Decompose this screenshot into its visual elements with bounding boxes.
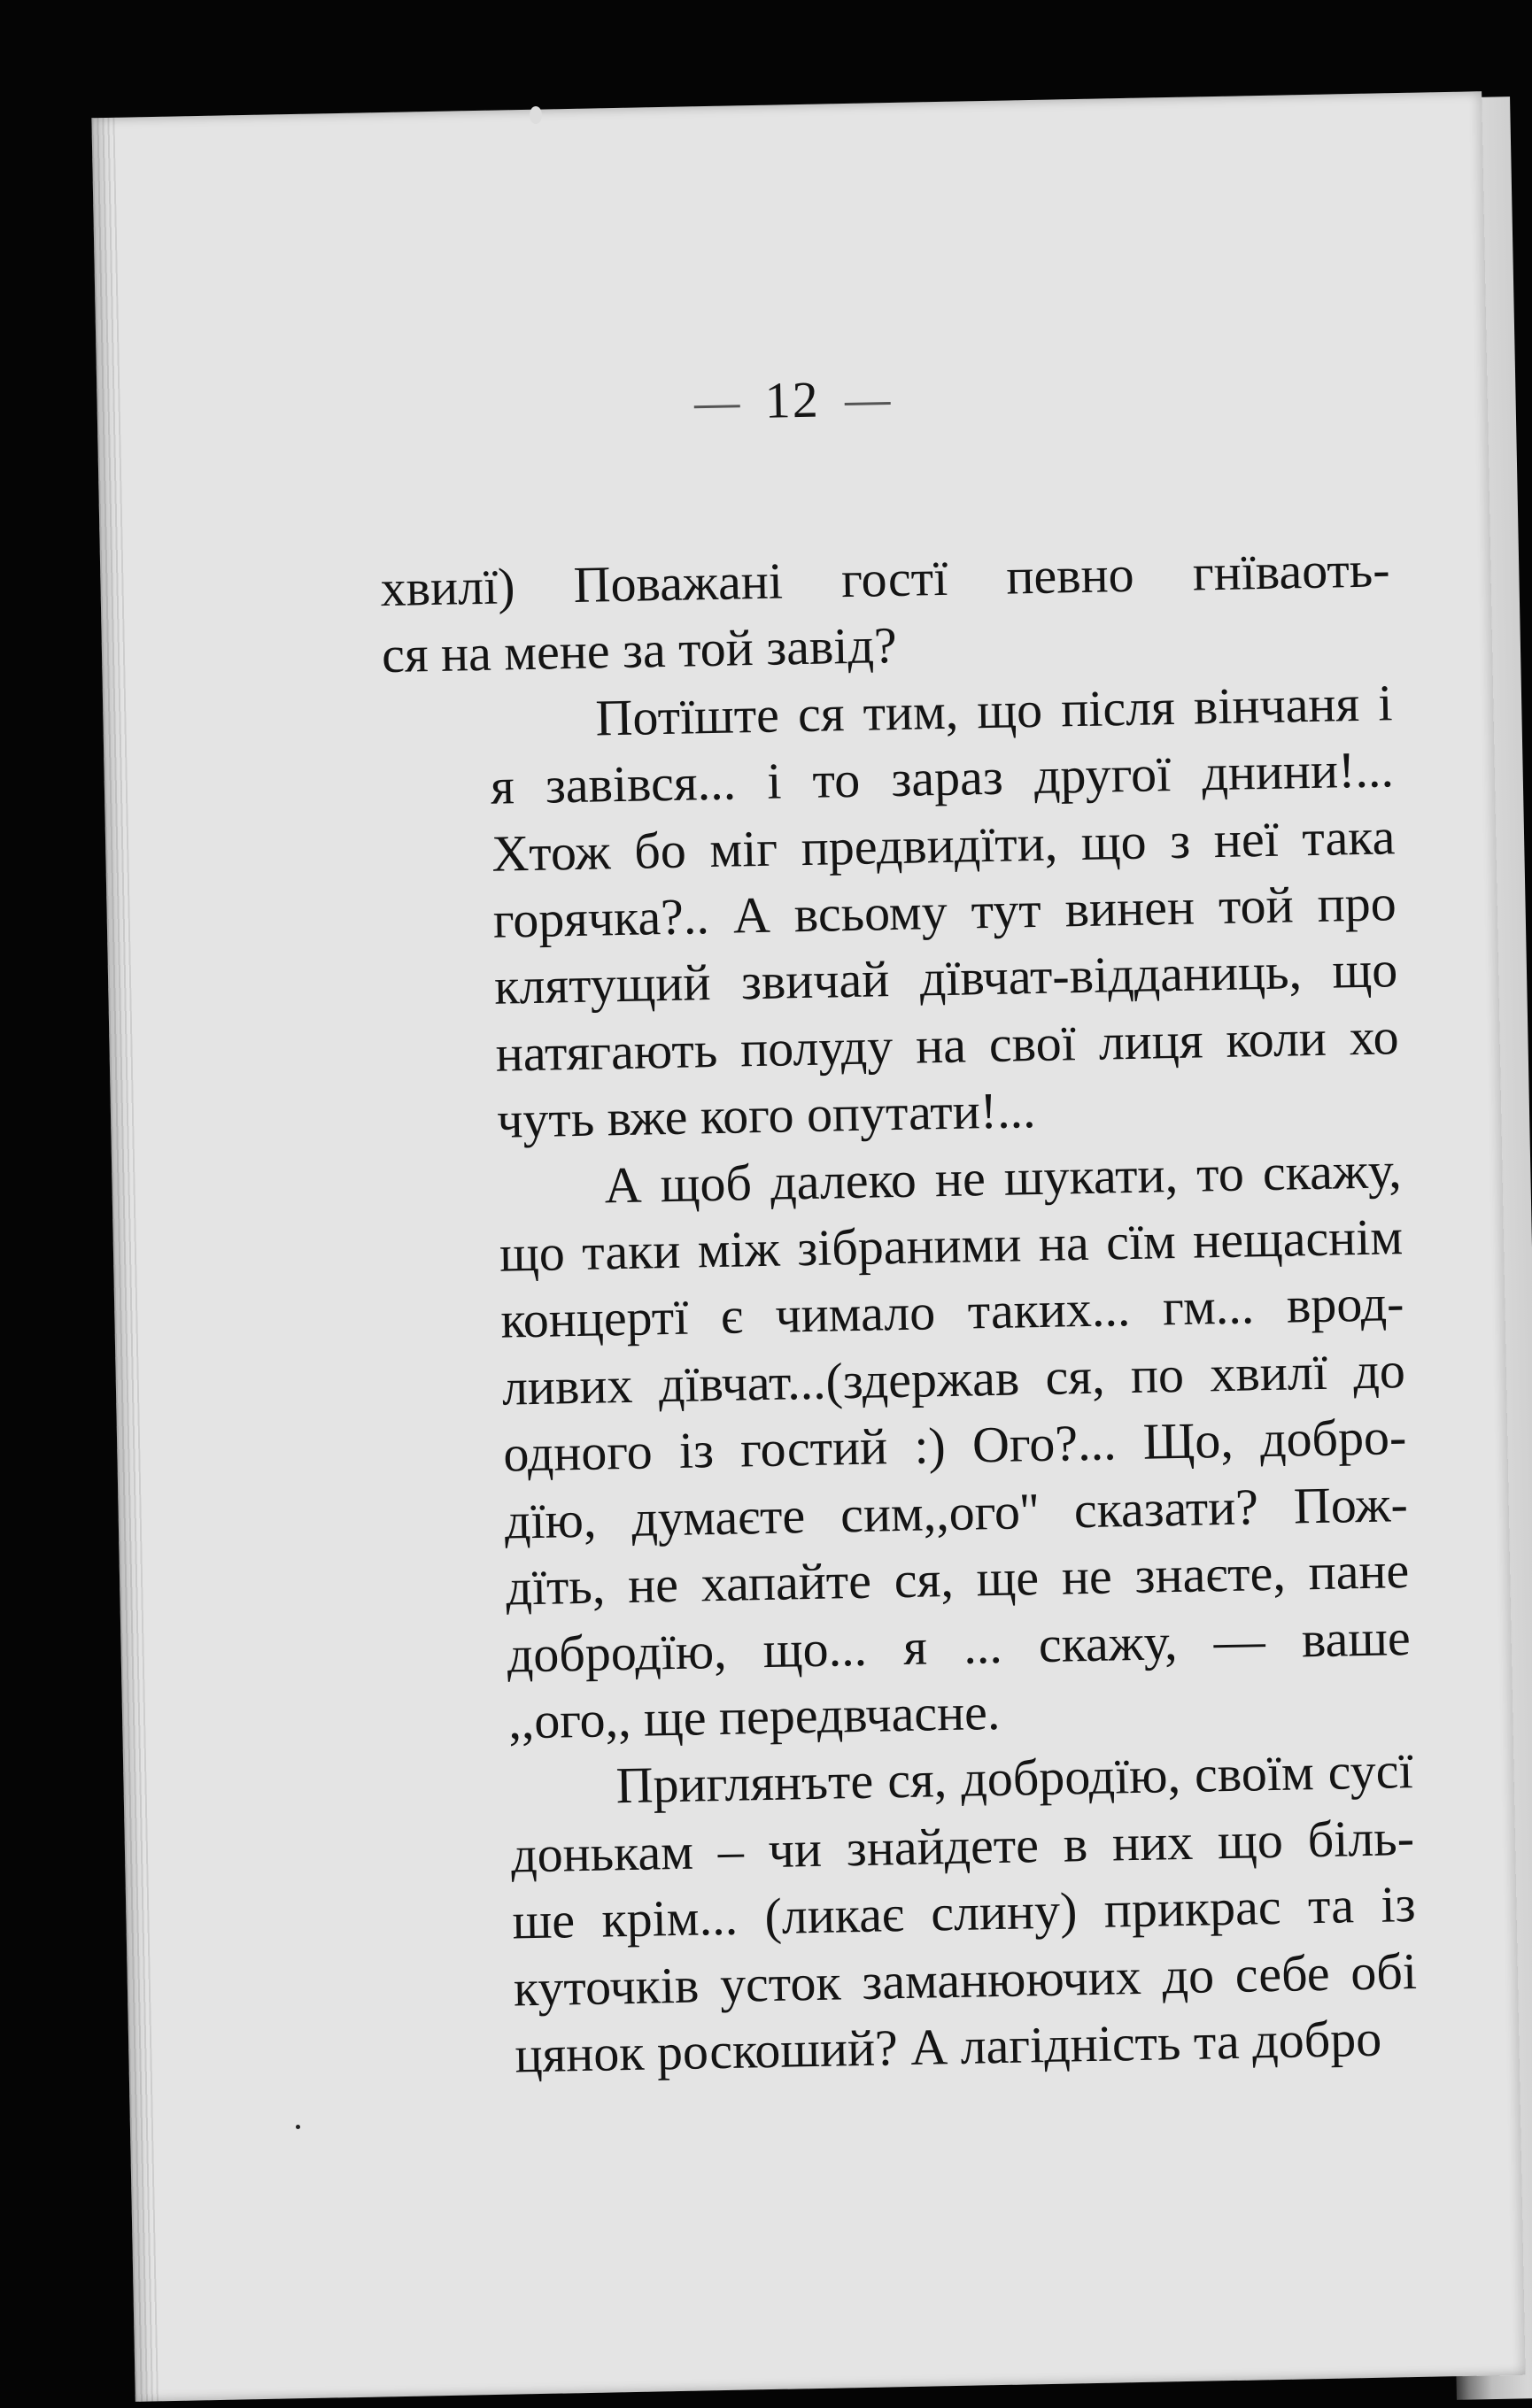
page-number [97, 357, 1488, 443]
text-line: ше крім... (ликає слину) прикрас та із [511, 1875, 1417, 1950]
text-line: куточків усток заманюючих до себе обі [513, 1941, 1418, 2018]
text-line: ся на мене за той завід? [381, 616, 898, 684]
text-line: ,,ого,, ще передвчасне. [507, 1682, 1001, 1750]
text-line: чуть вже кого опутати!... [496, 1081, 1037, 1149]
text-line: горячка?.. А всьому тут винен той про [492, 874, 1397, 949]
text-line: дїть, не хапайте ся, ще не знаєте, пане [505, 1541, 1410, 1617]
text-line: добродїю, що... я ... скажу, — ваше [507, 1608, 1412, 1684]
text-line: одного із гостий :) Ого?... Що, добро- [502, 1408, 1407, 1483]
text-line: донькам – чи знайдете в них що біль- [510, 1808, 1415, 1884]
right-dash [845, 402, 891, 405]
paragraph [383, 669, 1401, 1156]
dust-speck [530, 106, 542, 124]
paragraph [391, 1137, 1412, 1756]
text-line: Потїште ся тим, що після вінчаня і [594, 674, 1393, 747]
paragraph [403, 1737, 1419, 2090]
text-line: концертї є чимало таких... гм... врод- [499, 1274, 1404, 1350]
left-dash [694, 405, 740, 408]
text-line: клятущий звичай дївчат-відданиць, що [493, 940, 1398, 1016]
text-line: А щоб далеко не шукати, то скажу, [604, 1140, 1403, 1215]
book-page [91, 91, 1525, 2402]
body-text [380, 536, 1419, 2090]
paragraph [380, 536, 1392, 689]
page-number-text: 12 [764, 370, 821, 429]
text-line: Хтож бо міг предвидїти, що з неї така [491, 807, 1396, 883]
dust-speck [296, 2125, 300, 2129]
text-line: що таки між зібраними на сїм нещаснім [499, 1208, 1404, 1283]
text-line: ливих дївчат...(здержав ся, по хвилї до [501, 1340, 1406, 1416]
text-line: натягають полуду на свої лиця коли хо [495, 1007, 1400, 1083]
text-line: Приглянъте ся, добродїю, своїм сусї [615, 1741, 1414, 1815]
text-line: цянок роскоший? А лагідність та добро [514, 2009, 1382, 2084]
text-line: дїю, думаєте сим,,ого'' сказати? Пож- [504, 1474, 1409, 1550]
text-line: хвилї) Поважані гостї певно гнїваоть- [380, 540, 1391, 618]
text-line: я завівся... і то зараз другої днини!... [490, 740, 1395, 816]
